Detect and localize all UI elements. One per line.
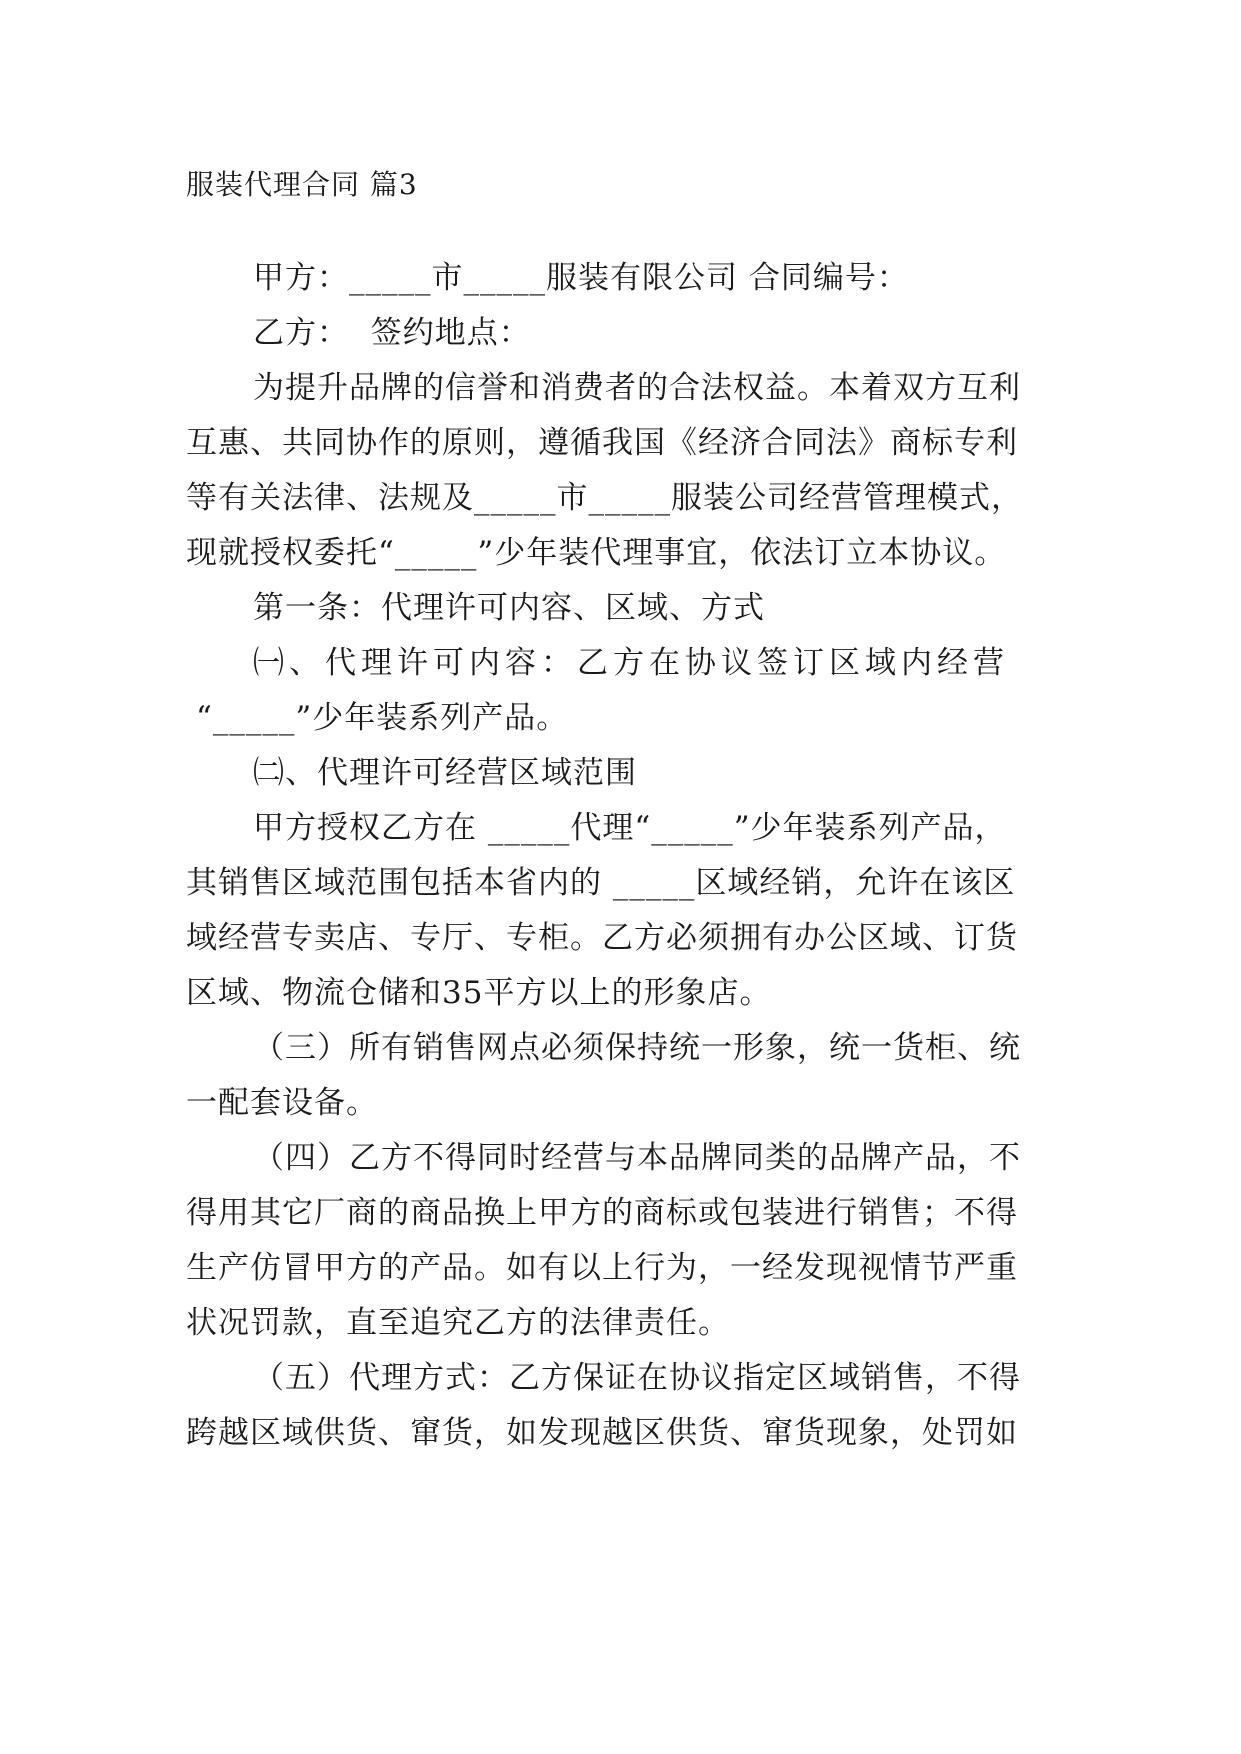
paragraph-line: （三）所有销售网点必须保持统一形象，统一货柜、统 xyxy=(253,1030,1021,1066)
paragraph-line: （五）代理方式：乙方保证在协议指定区域销售，不得 xyxy=(253,1360,1021,1396)
party-a-line: 甲方：_____市_____服装有限公司 合同编号： xyxy=(253,260,909,296)
paragraph-line: 得用其它厂商的商品换上甲方的商标或包装进行销售；不得 xyxy=(186,1195,1018,1231)
paragraph-line: 状况罚款，直至追究乙方的法律责任。 xyxy=(186,1305,730,1341)
paragraph-line: “_____”少年装系列产品。 xyxy=(196,700,569,736)
document-title: 服装代理合同 篇3 xyxy=(186,168,418,201)
party-b-line: 乙方： 签约地点： xyxy=(253,315,531,351)
paragraph-line: 其销售区域范围包括本省内的 _____区域经销，允许在该区 xyxy=(186,865,1016,901)
paragraph-line: 甲方授权乙方在 _____代理“_____”少年装系列产品， xyxy=(253,810,1007,846)
section-heading: ㈡、代理许可经营区域范围 xyxy=(253,755,637,791)
paragraph-line: 生产仿冒甲方的产品。如有以上行为，一经发现视情节严重 xyxy=(186,1250,1018,1286)
paragraph-line: 区域、物流仓储和35平方以上的形象店。 xyxy=(186,975,772,1011)
paragraph-line: ㈠、代理许可内容：乙方在协议签订区域内经营 xyxy=(253,645,1009,681)
paragraph-line: 跨越区域供货、窜货，如发现越区供货、窜货现象，处罚如 xyxy=(186,1415,1018,1451)
paragraph-line: 一配套设备。 xyxy=(186,1085,378,1121)
paragraph-line: 等有关法律、法规及_____市_____服装公司经营管理模式， xyxy=(186,480,1023,516)
paragraph-line: 互惠、共同协作的原则，遵循我国《经济合同法》商标专利 xyxy=(186,425,1018,461)
article-heading: 第一条：代理许可内容、区域、方式 xyxy=(253,590,765,626)
paragraph-line: 现就授权委托“_____”少年装代理事宜，依法订立本协议。 xyxy=(186,535,1007,571)
paragraph-line: 为提升品牌的信誉和消费者的合法权益。本着双方互利 xyxy=(253,370,1021,406)
paragraph-line: （四）乙方不得同时经营与本品牌同类的品牌产品，不 xyxy=(253,1140,1021,1176)
paragraph-line: 域经营专卖店、专厅、专柜。乙方必须拥有办公区域、订货 xyxy=(186,920,1018,956)
